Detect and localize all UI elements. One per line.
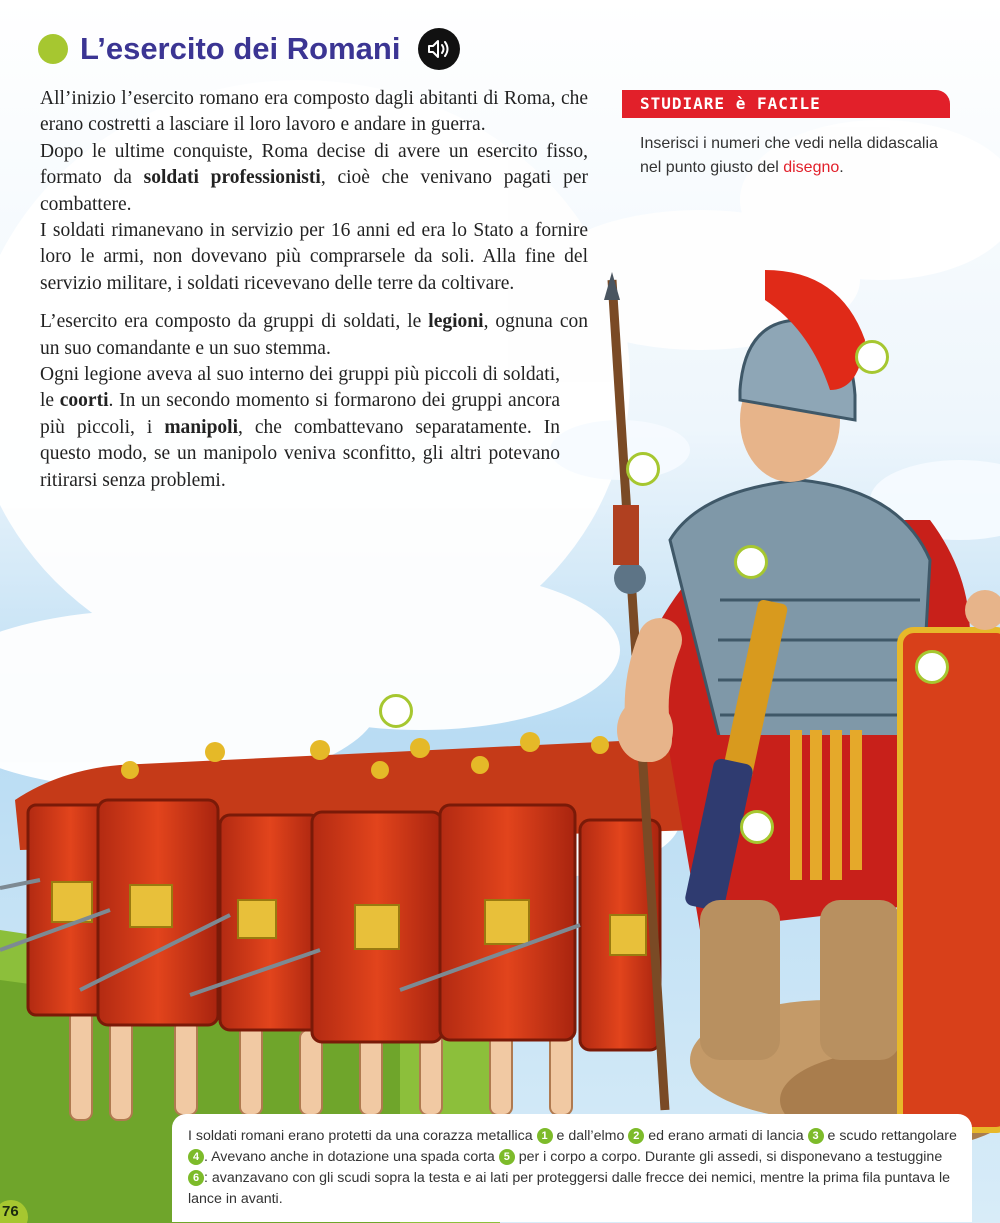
term-coorti: coorti [59,390,109,412]
answer-spot-sword[interactable] [740,810,774,844]
paragraph-cohorts: Ogni legione aveva al suo interno dei gruppi più piccoli di soldati, le coorti. In un secondo momento si formarono dei gruppi ancora più piccoli, i manipoli, che combattevano separatamente. In questo modo, se un manipolo veniva sconfitto, gli altri potevano ritirarsi senza problemi. [40,364,560,491]
caption-number-3: 3 [808,1128,824,1144]
caption-number-6: 6 [188,1170,204,1186]
paragraph-origins: All’inizio l’esercito romano era composto dagli abitanti di Roma, che erano costretti a lasciare il loro lavoro e andare in guerra. [40,88,588,136]
study-badge-label: STUDIARE è FACILE [640,94,821,113]
caption-number-1: 1 [537,1128,553,1144]
speaker-icon [426,38,452,60]
hint-highlight: disegno [783,159,840,176]
paragraph-service: I soldati rimanevano in servizio per 16 anni ed era lo Stato a fornire loro le armi, non dovevano più comprarsele da soli. Alla fine del servizio militare, i soldati ricevevano delle terre da coltivare. [40,220,588,294]
answer-spot-armor[interactable] [734,545,768,579]
caption-number-5: 5 [499,1149,515,1165]
answer-spot-shield[interactable] [915,650,949,684]
paragraph-legions: L’esercito era composto da gruppi di soldati, le legioni, ognuna con un suo comandante e un suo stemma. [40,311,588,359]
answer-spot-spear[interactable] [626,452,660,486]
page-title: L’esercito dei Romani [80,31,401,66]
study-hint: Inserisci i numeri che vedi nella didascalia nel punto giusto del disegno. [640,135,938,176]
caption-number-4: 4 [188,1149,204,1165]
term-manipoli: manipoli [164,416,238,438]
study-badge [622,90,950,118]
title-bullet-icon [38,34,68,64]
term-soldati-professionisti: soldati professionisti [143,167,321,189]
answer-spot-helmet[interactable] [855,340,889,374]
caption-number-2: 2 [628,1128,644,1144]
paragraph-professional: Dopo le ultime conquiste, Roma decise di avere un esercito fisso, formato da soldati professionisti, cioè che venivano pagati per combattere. [40,140,588,215]
audio-button[interactable] [418,28,460,70]
page-number: 76 [2,1203,19,1220]
title-row [38,26,460,72]
main-text [40,86,588,494]
answer-spot-testudo[interactable] [379,694,413,728]
term-legioni: legioni [428,311,484,333]
illustration-caption: I soldati romani erano protetti da una corazza metallica 1 e dall’elmo 2 ed erano armati di lancia 3 e scudo rettangolare 4 . Avevano anche in dotazione una spada corta 5 per i corpo a corpo. Durante gli assedi, si disponevano a testuggine 6 : avanzavano con gli scudi sopra la testa e ai lati per proteggersi dalle frecce dei nemici, mentre la prima fila puntava le lance in avanti. [172,1114,972,1222]
